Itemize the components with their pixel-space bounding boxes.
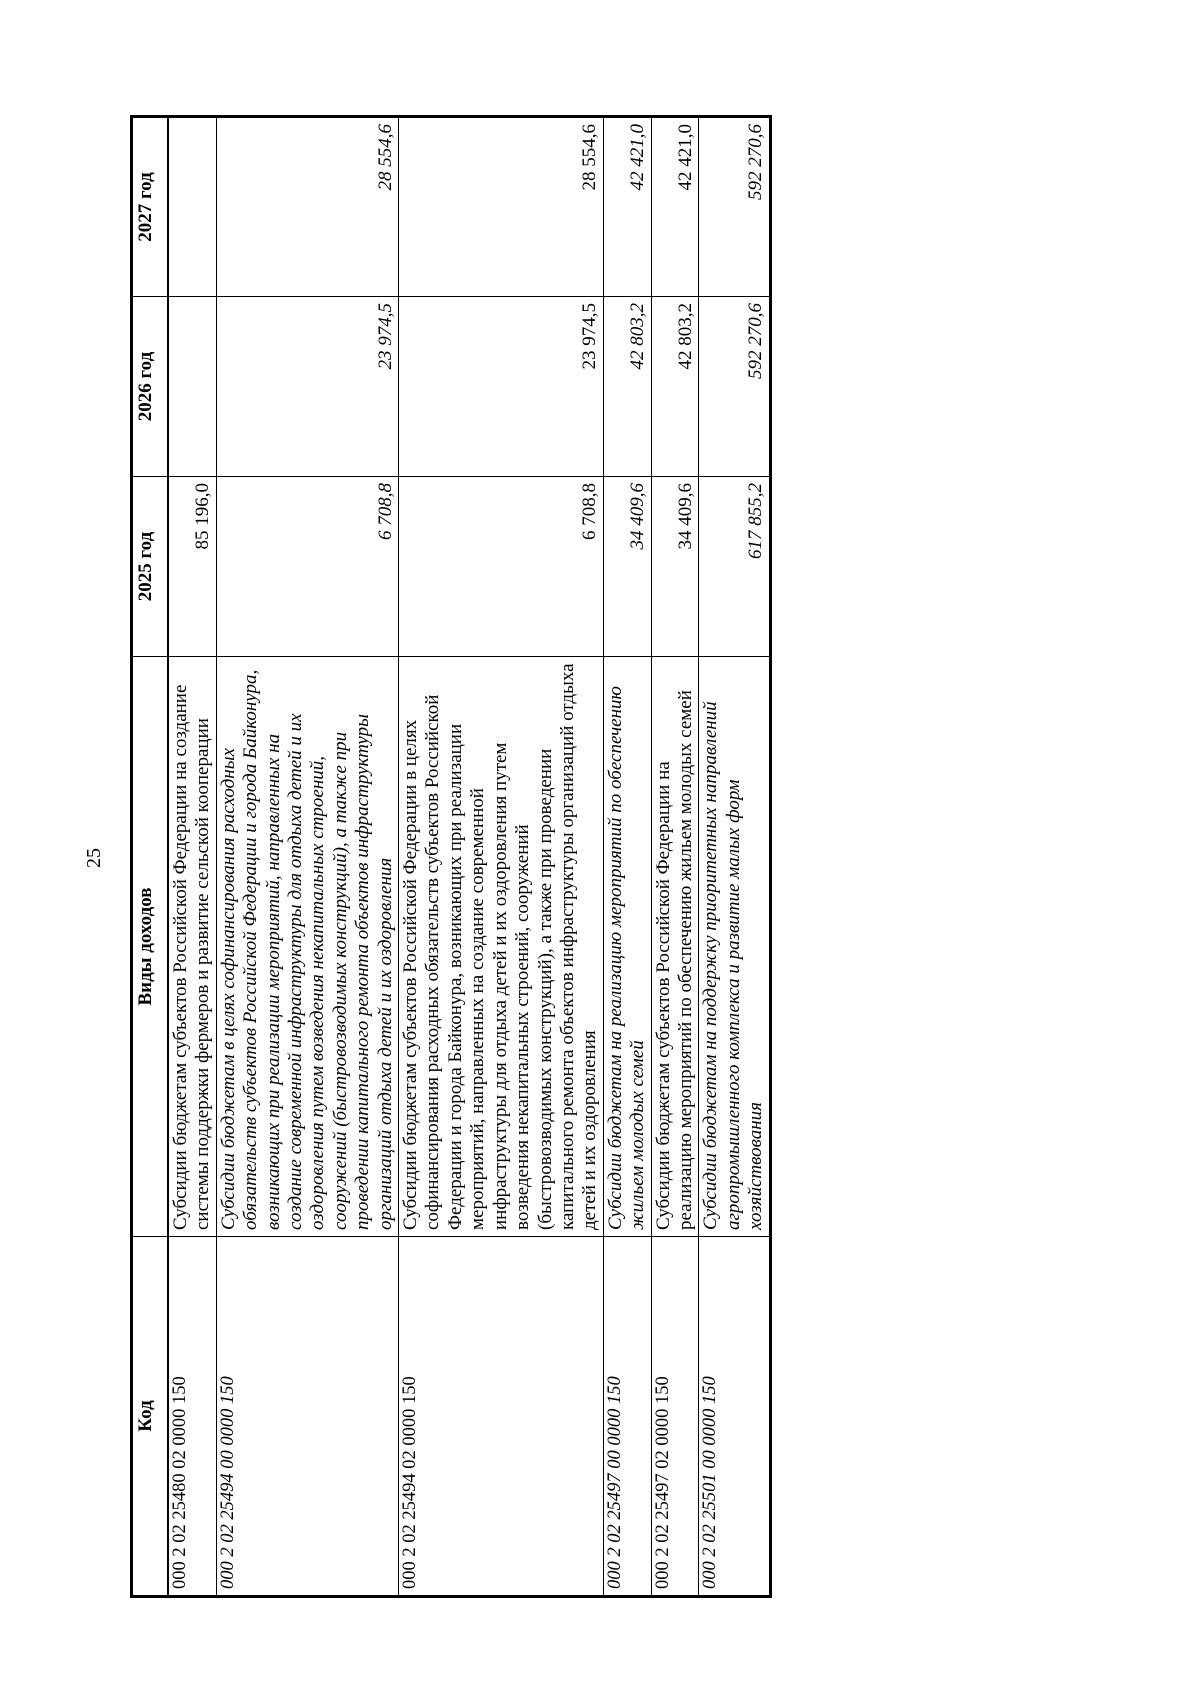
- value-2025-cell: 6 708,8: [399, 477, 604, 657]
- table-row: [651, 117, 699, 1597]
- value-2026-cell: 23 974,5: [399, 297, 604, 477]
- code-cell: 000 2 02 25494 02 0000 150: [399, 1237, 604, 1597]
- revenue-table: [130, 115, 772, 1598]
- revenue-table-container: [130, 118, 1098, 1598]
- header-2026: 2026 год: [132, 297, 169, 477]
- name-cell: Субсидии бюджетам субъектов Российской Федерации на создание системы поддержки фермеров и развитие сельской кооперации: [168, 657, 216, 1237]
- header-2027: 2027 год: [132, 117, 169, 297]
- name-cell: Субсидии бюджетам субъектов Российской Федерации на реализацию мероприятий по обеспечению жильем молодых семей: [651, 657, 699, 1237]
- code-cell: 000 2 02 25497 02 0000 150: [651, 1237, 699, 1597]
- value-2027-cell: 28 554,6: [216, 117, 398, 297]
- value-2027-cell: [168, 117, 216, 297]
- name-cell: Субсидии бюджетам в целях софинансирования расходных обязательств субъектов Российской Федерации и города Байконура, возникающих при реализации мероприятий, направленных на создание современной инфраструктуры для отдыха детей и их оздоровления путем возведения некапитальных строений, сооружений (быстровозводимых конструкций), а также при проведении капитального ремонта объектов инфраструктуры организаций отдыха детей и их оздоровления: [216, 657, 398, 1237]
- value-2025-cell: 6 708,8: [216, 477, 398, 657]
- header-code: Код: [132, 1237, 169, 1597]
- table-row: [399, 117, 604, 1597]
- value-2025-cell: 34 409,6: [603, 477, 651, 657]
- value-2026-cell: 42 803,2: [603, 297, 651, 477]
- header-2025: 2025 год: [132, 477, 169, 657]
- value-2026-cell: 592 270,6: [699, 297, 770, 477]
- value-2026-cell: [168, 297, 216, 477]
- code-cell: 000 2 02 25501 00 0000 150: [699, 1237, 770, 1597]
- value-2025-cell: 617 855,2: [699, 477, 770, 657]
- name-cell: Субсидии бюджетам субъектов Российской Федерации в целях софинансирования расходных обязательств субъектов Российской Федерации и города Байконура, возникающих при реализации мероприятий, направленных на создание современной инфраструктуры для отдыха детей и их оздоровления путем возведения некапитальных строений, сооружений (быстровозводимых конструкций), а также при проведении капитального ремонта объектов инфраструктуры организаций отдыха детей и их оздоровления: [399, 657, 604, 1237]
- name-cell: Субсидии бюджетам на поддержку приоритетных направлений агропромышленного комплекса и развитие малых форм хозяйствования: [699, 657, 770, 1237]
- value-2027-cell: 42 421,0: [651, 117, 699, 297]
- code-cell: 000 2 02 25494 00 0000 150: [216, 1237, 398, 1597]
- table-header-row: [132, 117, 169, 1597]
- value-2027-cell: 28 554,6: [399, 117, 604, 297]
- table-body: [168, 117, 770, 1597]
- table-row: [216, 117, 398, 1597]
- value-2025-cell: 85 196,0: [168, 477, 216, 657]
- code-cell: 000 2 02 25480 02 0000 150: [168, 1237, 216, 1597]
- code-cell: 000 2 02 25497 00 0000 150: [603, 1237, 651, 1597]
- value-2026-cell: 23 974,5: [216, 297, 398, 477]
- value-2027-cell: 42 421,0: [603, 117, 651, 297]
- value-2027-cell: 592 270,6: [699, 117, 770, 297]
- page-number: 25: [83, 848, 105, 868]
- header-name: Виды доходов: [132, 657, 169, 1237]
- table-row: [603, 117, 651, 1597]
- value-2025-cell: 34 409,6: [651, 477, 699, 657]
- table-row: [699, 117, 770, 1597]
- table-row: [168, 117, 216, 1597]
- value-2026-cell: 42 803,2: [651, 297, 699, 477]
- name-cell: Субсидии бюджетам на реализацию мероприятий по обеспечению жильем молодых семей: [603, 657, 651, 1237]
